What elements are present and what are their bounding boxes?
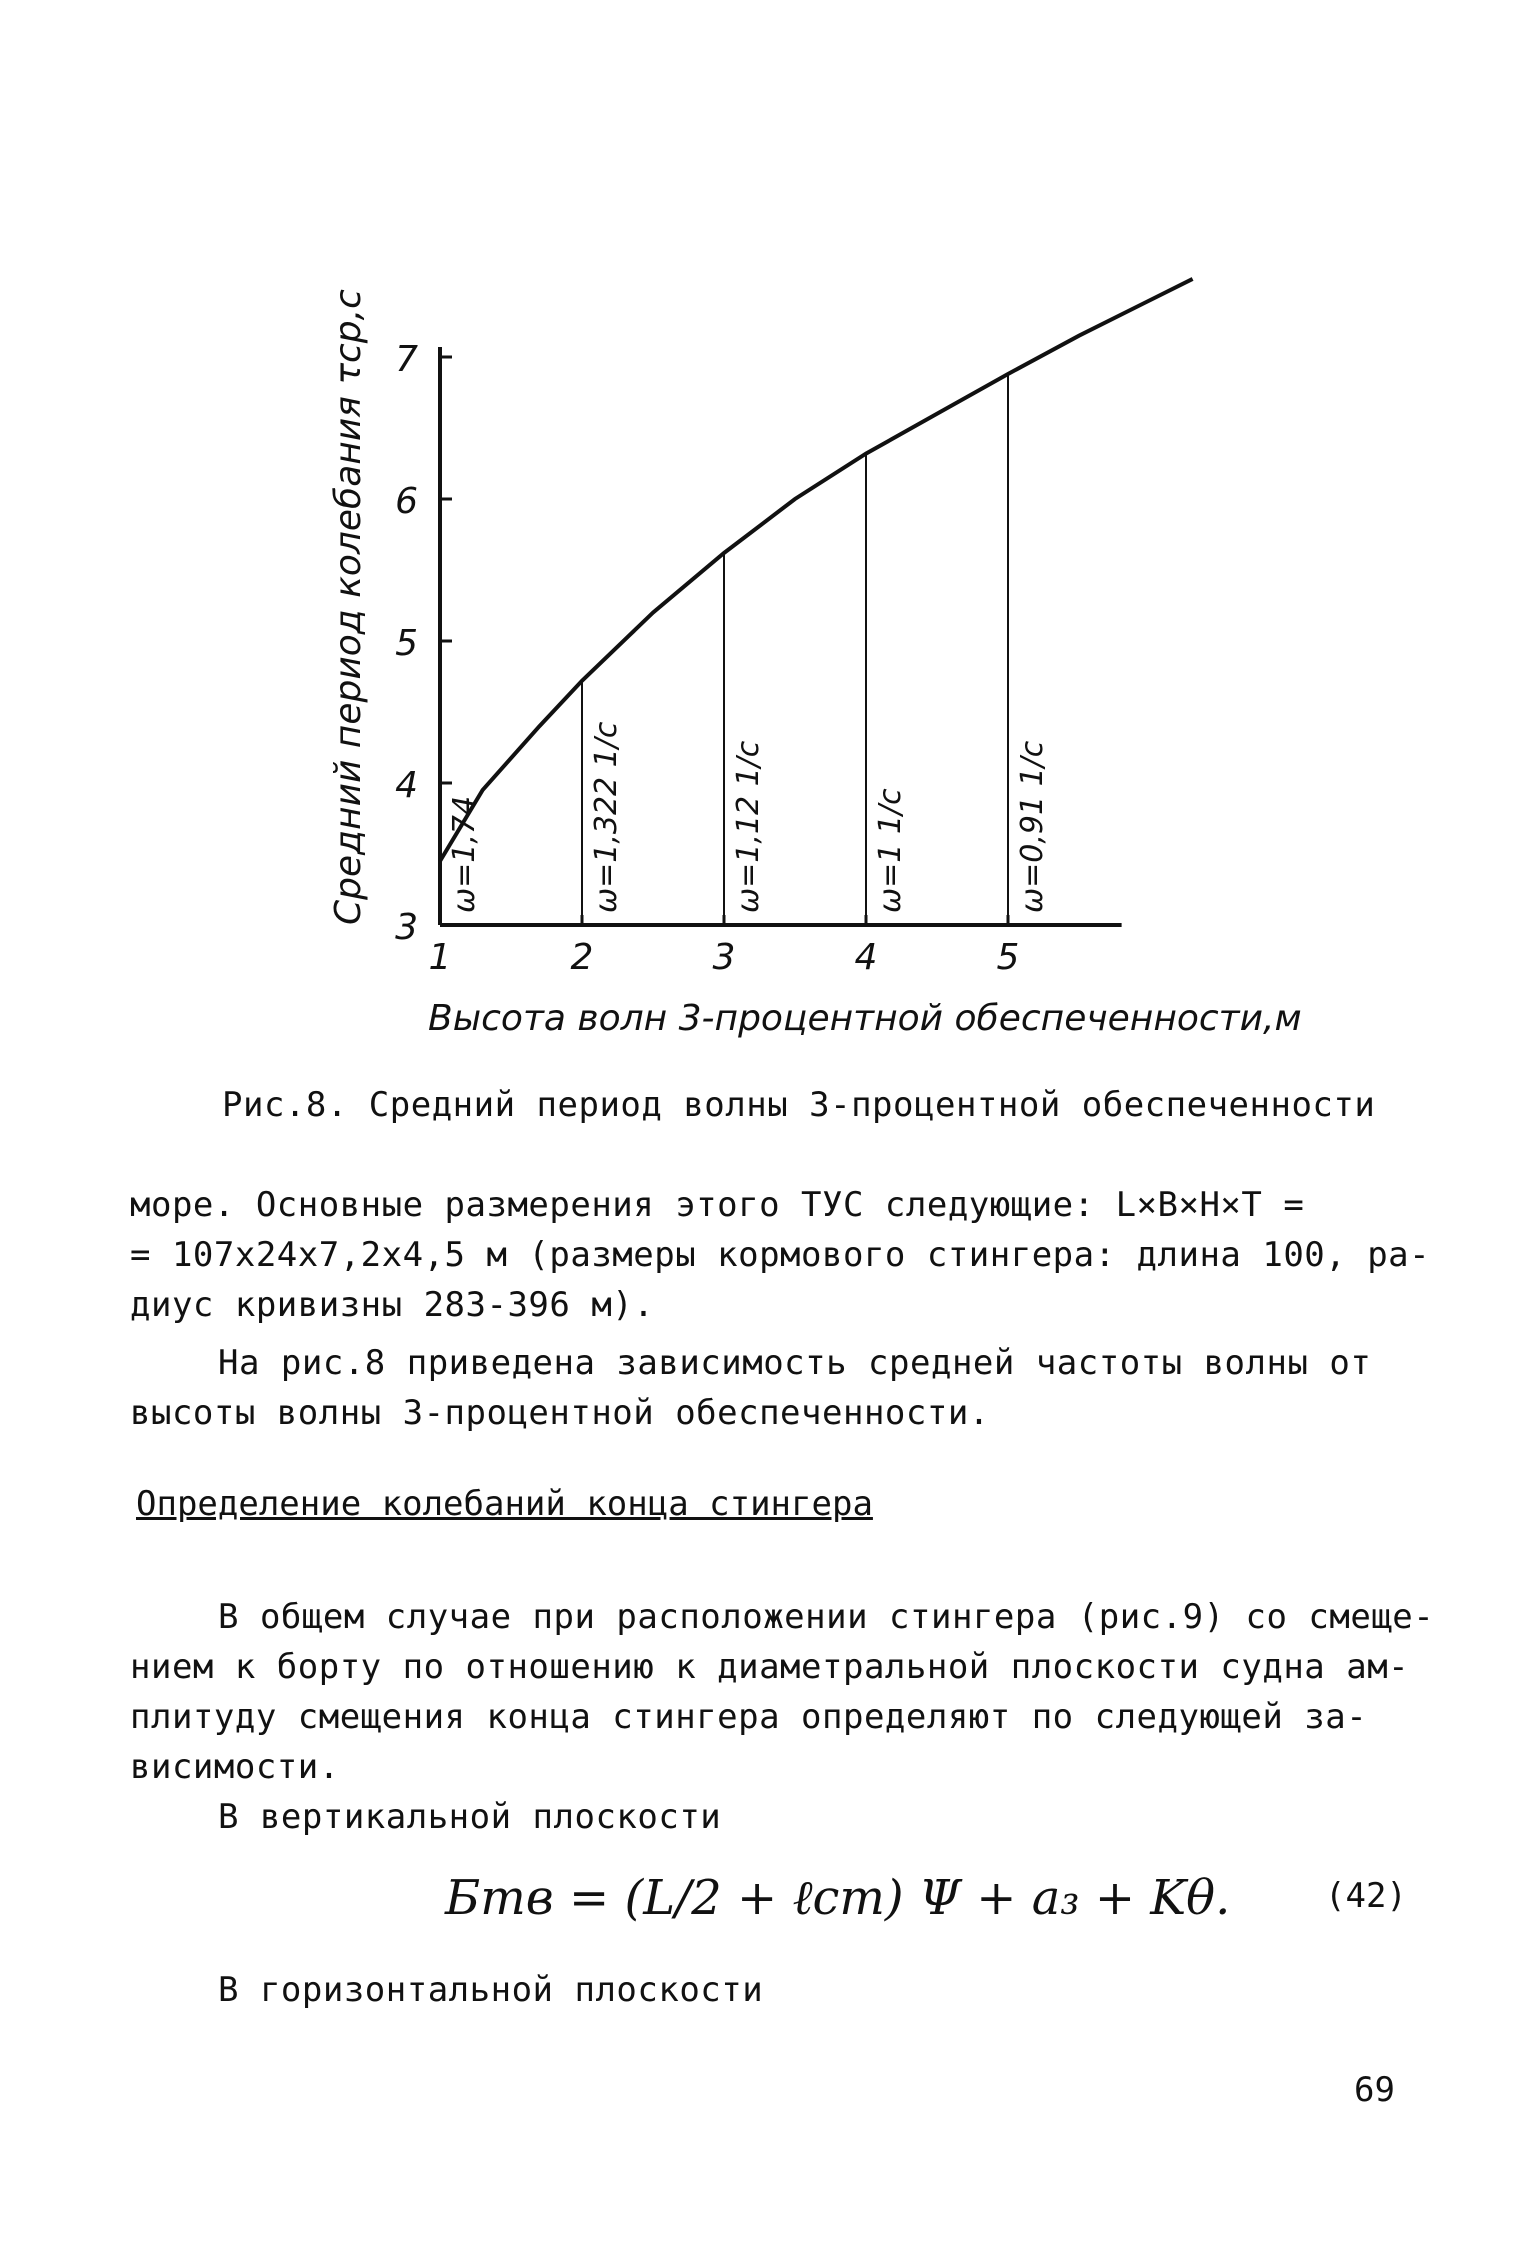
figure-caption: Рис.8. Средний период волны 3-процентной обеспеченности (222, 1085, 1376, 1125)
paragraph-line: висимости. (130, 1747, 340, 1787)
x-tick-label: 5 (996, 937, 1020, 978)
paragraph-line: На рис.8 приведена зависимость средней частоты волны от (218, 1343, 1372, 1383)
paragraph-line: море. Основные размерения этого ТУС следующие: L×B×H×T = (130, 1185, 1305, 1225)
x-tick-label: 2 (570, 937, 594, 978)
paragraph-line: плитуду смещения конца стингера определяют по следующей за- (130, 1697, 1368, 1737)
omega-label: ω=1,322 1/c (589, 721, 624, 913)
paragraph-line: = 107х24х7,2х4,5 м (размеры кормового стингера: длина 100, ра- (130, 1235, 1431, 1275)
wave-period-chart (0, 0, 1537, 1080)
omega-label: ω=0,91 1/c (1015, 740, 1050, 913)
omega-label: ω=1,12 1/c (731, 740, 766, 913)
omega-label: ω=1 1/c (873, 788, 908, 913)
horizontal-plane-label: В горизонтальной плоскости (218, 1970, 764, 2010)
y-axis-label: Средний период колебания τср,с (328, 289, 369, 925)
series-line (440, 279, 1193, 861)
equation-number: (42) (1325, 1876, 1407, 1916)
omega-label: ω=1,74 (447, 795, 482, 913)
paragraph-line: высоты волны 3-процентной обеспеченности. (130, 1393, 990, 1433)
x-tick-label: 3 (712, 937, 736, 978)
formula-42: Бтв = (L/2 + ℓст) Ψ + a₃ + Kθ. (445, 1870, 1231, 1926)
paragraph-line: нием к борту по отношению к диаметральной плоскости судна ам- (130, 1647, 1410, 1687)
paragraph-dimensions (130, 1180, 1430, 1330)
x-axis-label: Высота волн 3-процентной обеспеченности,м (428, 998, 1302, 1039)
y-tick-label: 5 (395, 623, 418, 664)
paragraph-general-case (130, 1592, 1434, 1792)
section-heading: Определение колебаний конца стингера (136, 1484, 873, 1524)
y-tick-label: 3 (395, 907, 418, 948)
x-tick-label: 4 (854, 937, 878, 978)
paragraph-figure-ref (130, 1338, 1371, 1438)
y-tick-label: 4 (395, 765, 418, 806)
chart-drop-lines (582, 374, 1008, 925)
y-tick-label: 6 (395, 481, 418, 522)
paragraph-line: В общем случае при расположении стингера (рис.9) со смеще- (218, 1597, 1435, 1637)
x-tick-label: 1 (428, 937, 452, 978)
y-tick-label: 7 (395, 339, 418, 380)
page-number: 69 (1354, 2070, 1395, 2110)
vertical-plane-label: В вертикальной плоскости (218, 1797, 722, 1837)
paragraph-line: диус кривизны 283-396 м). (130, 1285, 655, 1325)
